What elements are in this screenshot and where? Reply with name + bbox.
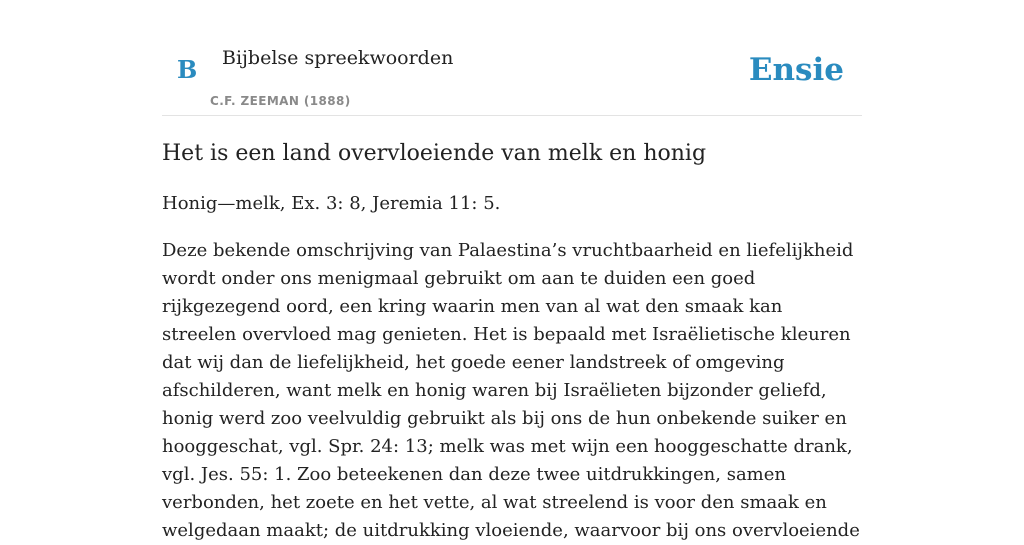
article-body: Deze bekende omschrijving van Palaestina’s vruchtbaarheid en liefelijkheid wordt onder ons menigmaal gebruikt om aan te duiden een goed rijkgezegend oord, een kring waarin men van al wat den smaak kan streelen overvloed mag genieten. Het is bepaald met Israëlietische kleuren dat wij dan de liefelijkheid, het goede eener landstreek of omgeving afschilderen, want melk en honig waren bij Israëlieten bijzonder geliefd, honig werd zoo veelvuldig gebruikt als bij ons de hun onbekende suiker en hooggeschat, vgl. Spr. 24: 13; melk was met wijn een hooggeschatte drank, vgl. Jes. 55: 1. Zoo beteekenen dan deze twee uitdrukkingen, samen verbonden, het zoete en het vette, al wat streelend is voor den smaak en welgedaan maakt; de uitdrukking vloeiende, waarvoor bij ons overvloeiende [162, 240, 860, 541]
book-letter-logo: B [177, 55, 198, 84]
book-header [162, 0, 862, 116]
scripture-reference: Honig—melk, Ex. 3: 8, Jeremia 11: 5. [162, 193, 501, 214]
ensie-logo-link[interactable]: Ensie [748, 52, 844, 88]
book-title-link[interactable]: Bijbelse spreekwoorden [222, 47, 454, 69]
article [162, 138, 862, 545]
article-title: Het is een land overvloeiende van melk en honig [162, 141, 707, 166]
book-author: C.F. ZEEMAN (1888) [210, 94, 351, 108]
